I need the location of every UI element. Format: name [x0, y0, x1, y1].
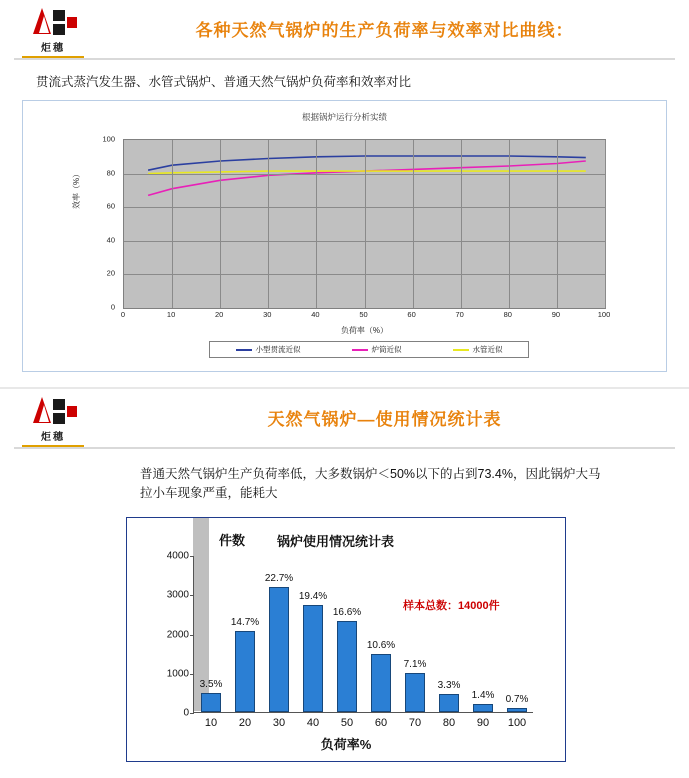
line-series-1 [148, 161, 586, 195]
x-tick-label: 50 [359, 310, 368, 319]
bar-data-label: 14.7% [230, 617, 260, 629]
x-tick-label: 10 [166, 310, 176, 319]
bar-data-label: 1.4% [471, 690, 495, 702]
y-tick-label: 80 [106, 168, 115, 178]
bar-data-label: 22.7% [264, 573, 294, 585]
logo-square-red-icon-2 [67, 406, 77, 417]
bar-chart-x-axis-title: 负荷率% [320, 737, 372, 752]
bar-data-label: 16.6% [332, 606, 362, 618]
bar [337, 621, 357, 712]
legend-item-2 [453, 344, 503, 355]
gridline-horizontal [124, 207, 605, 208]
gridline-vertical [413, 140, 414, 308]
gridline-horizontal [124, 274, 605, 275]
bar-data-label: 7.1% [403, 658, 427, 670]
bar-chart-plot-area [166, 550, 533, 729]
gridline-vertical [316, 140, 317, 308]
bar-y-tick-mark [190, 556, 194, 557]
bar-y-tick-label: 2000 [166, 629, 189, 640]
bar [507, 708, 527, 712]
bar-x-tick-label: 60 [374, 717, 388, 729]
bar-data-label: 3.5% [199, 678, 223, 690]
x-tick-label: 80 [503, 310, 512, 319]
logo-square-bottom-icon-2 [53, 413, 65, 424]
bar-y-tick-mark [190, 674, 194, 675]
slide2-header [0, 389, 689, 451]
bar [439, 694, 459, 712]
legend-swatch-0 [236, 349, 252, 351]
bar-y-tick-label: 3000 [166, 589, 189, 601]
logo-text-2: 炬穗 [41, 432, 65, 443]
bar-y-tick-mark [190, 635, 194, 636]
legend-swatch-2 [453, 349, 469, 351]
gridline-horizontal [124, 241, 605, 242]
bar-x-tick-label: 70 [408, 717, 422, 729]
bar-y-tick-label: 1000 [166, 668, 189, 680]
bar [473, 704, 493, 712]
line-chart-title: 根据锅炉运行分析实绩 [301, 112, 387, 122]
line-chart-x-axis-title: 负荷率（%） [340, 326, 389, 335]
slide2-body-text: 普通天然气锅炉生产负荷率低，大多数锅炉＜50%以下的占到73.4%，因此锅炉大马拉小车现象严重，能耗大 [140, 467, 601, 501]
bar-y-tick-label: 0 [183, 707, 189, 719]
bar-x-tick-label: 10 [204, 717, 218, 729]
slide1-title-rule [14, 58, 675, 60]
gridline-vertical [557, 140, 558, 308]
slide2-title-rule [14, 447, 675, 449]
y-tick-label: 20 [106, 268, 115, 278]
gridline-vertical [172, 140, 173, 308]
logo-text: 炬穗 [41, 43, 65, 54]
bar-data-label: 0.7% [505, 694, 529, 706]
bar [269, 587, 289, 712]
legend-item-0 [236, 344, 301, 355]
bar-y-tick-mark [190, 713, 194, 714]
gridline-vertical [605, 140, 606, 308]
gridline-vertical [220, 140, 221, 308]
x-tick-label: 0 [120, 310, 126, 319]
flame-inner-icon-2 [39, 405, 49, 422]
gridline-vertical [268, 140, 269, 308]
bar-data-label: 3.3% [437, 679, 461, 691]
bar-chart-container [126, 517, 566, 762]
x-tick-label: 90 [551, 310, 561, 319]
legend-item-1 [352, 344, 402, 355]
logo-mark-icon-2 [25, 397, 81, 427]
gridline-vertical [509, 140, 510, 308]
bar-chart-annotation: 样本总数：14000件 [403, 600, 500, 612]
line-chart-y-axis-title: 效率（%） [72, 169, 81, 209]
bar-y-tick-mark [190, 595, 194, 596]
y-tick-label: 60 [106, 201, 115, 211]
bar-data-label: 19.4% [298, 591, 328, 603]
line-series-0 [148, 156, 586, 170]
bar-x-tick-label: 50 [340, 717, 354, 729]
bar-x-tick-label: 90 [476, 717, 490, 729]
legend-label-0: 小型贯流近似 [255, 345, 301, 354]
legend-label-2: 水管近似 [472, 345, 503, 354]
bar [405, 673, 425, 712]
logo-square-top-icon [53, 10, 65, 21]
gridline-horizontal [124, 174, 605, 175]
bar [371, 654, 391, 712]
line-chart-legend [209, 341, 529, 358]
line-chart-container [22, 100, 667, 372]
bar-x-tick-label: 80 [442, 717, 456, 729]
bar-chart-y-axis-title: 件数 [219, 533, 246, 548]
gridline-vertical [461, 140, 462, 308]
slide-usage-statistics [0, 389, 689, 778]
logo-mark-icon [25, 8, 81, 38]
bar-x-tick-label: 40 [306, 717, 320, 729]
legend-swatch-1 [352, 349, 368, 351]
bar [201, 693, 221, 712]
gridline-vertical [365, 140, 366, 308]
bar-x-tick-label: 20 [238, 717, 252, 729]
bar [235, 631, 255, 712]
x-tick-label: 40 [311, 310, 320, 319]
slide1-title: 各种天然气锅炉的生产负荷率与效率对比曲线： [195, 21, 574, 40]
x-tick-label: 70 [455, 310, 464, 319]
line-chart-plot-area [123, 139, 606, 309]
bar-data-label: 10.6% [366, 639, 396, 651]
logo-square-bottom-icon [53, 24, 65, 35]
flame-inner-icon [39, 16, 49, 33]
company-logo [20, 8, 86, 56]
x-tick-label: 60 [407, 310, 416, 319]
bar [303, 605, 323, 712]
y-tick-label: 100 [102, 134, 115, 144]
bar-x-tick-label: 100 [507, 717, 527, 729]
x-tick-label: 20 [215, 310, 224, 319]
y-tick-label: 0 [110, 302, 115, 312]
x-tick-label: 100 [597, 310, 611, 319]
x-tick-label: 30 [263, 310, 272, 319]
logo-square-red-icon [67, 17, 77, 28]
legend-label-1: 炉筒近似 [371, 345, 402, 354]
slide2-title: 天然气锅炉—使用情况统计表 [267, 410, 502, 429]
bar-x-tick-label: 30 [272, 717, 286, 729]
y-tick-label: 40 [106, 235, 115, 245]
bar-y-tick-label: 4000 [166, 550, 189, 562]
logo-square-top-icon-2 [53, 399, 65, 410]
slide1-caption: 贯流式蒸汽发生器、水管式锅炉、普通天然气锅炉负荷率和效率对比 [36, 75, 412, 89]
slide1-header [0, 0, 689, 62]
company-logo-2 [20, 397, 86, 445]
bar-chart-title: 锅炉使用情况统计表 [277, 534, 395, 549]
